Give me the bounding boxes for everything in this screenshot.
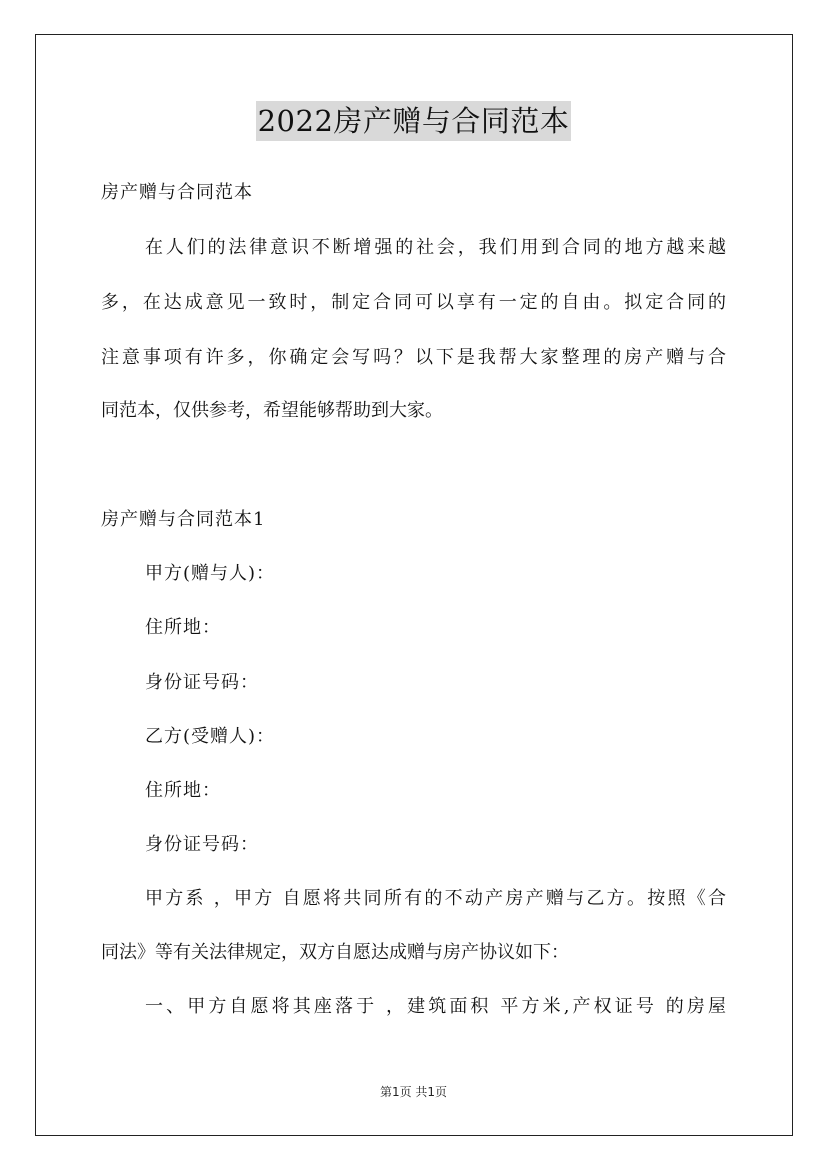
title-container bbox=[0, 101, 827, 141]
clause-line-3: 一、甲方自愿将其座落于 ，建筑面积 平方米,产权证号 的房屋 bbox=[145, 996, 726, 1017]
field-id-b: 身份证号码： bbox=[145, 834, 259, 855]
document-subtitle: 房产赠与合同范本 bbox=[101, 182, 253, 203]
intro-line-3: 注意事项有许多，你确定会写吗？以下是我帮大家整理的房产赠与合 bbox=[101, 347, 726, 368]
intro-line-2: 多，在达成意见一致时，制定合同可以享有一定的自由。拟定合同的 bbox=[101, 292, 726, 313]
field-id-a: 身份证号码： bbox=[145, 672, 259, 693]
clause-line-2: 同法》等有关法律规定，双方自愿达成赠与房产协议如下： bbox=[101, 942, 569, 963]
field-party-a: 甲方(赠与人)： bbox=[145, 563, 276, 584]
clause-line-1: 甲方系 ，甲方 自愿将共同所有的不动产房产赠与乙方。按照《合 bbox=[145, 888, 726, 909]
field-address-a: 住所地： bbox=[145, 617, 221, 638]
field-party-b: 乙方(受赠人)： bbox=[145, 726, 276, 747]
page-footer: 第1页 共1页 bbox=[379, 1085, 448, 1099]
intro-line-4: 同范本，仅供参考，希望能够帮助到大家。 bbox=[101, 400, 443, 421]
field-address-b: 住所地： bbox=[145, 780, 221, 801]
intro-line-1: 在人们的法律意识不断增强的社会，我们用到合同的地方越来越 bbox=[145, 237, 726, 258]
section-heading: 房产赠与合同范本1 bbox=[101, 509, 266, 530]
document-title: 2022房产赠与合同范本 bbox=[256, 101, 572, 141]
